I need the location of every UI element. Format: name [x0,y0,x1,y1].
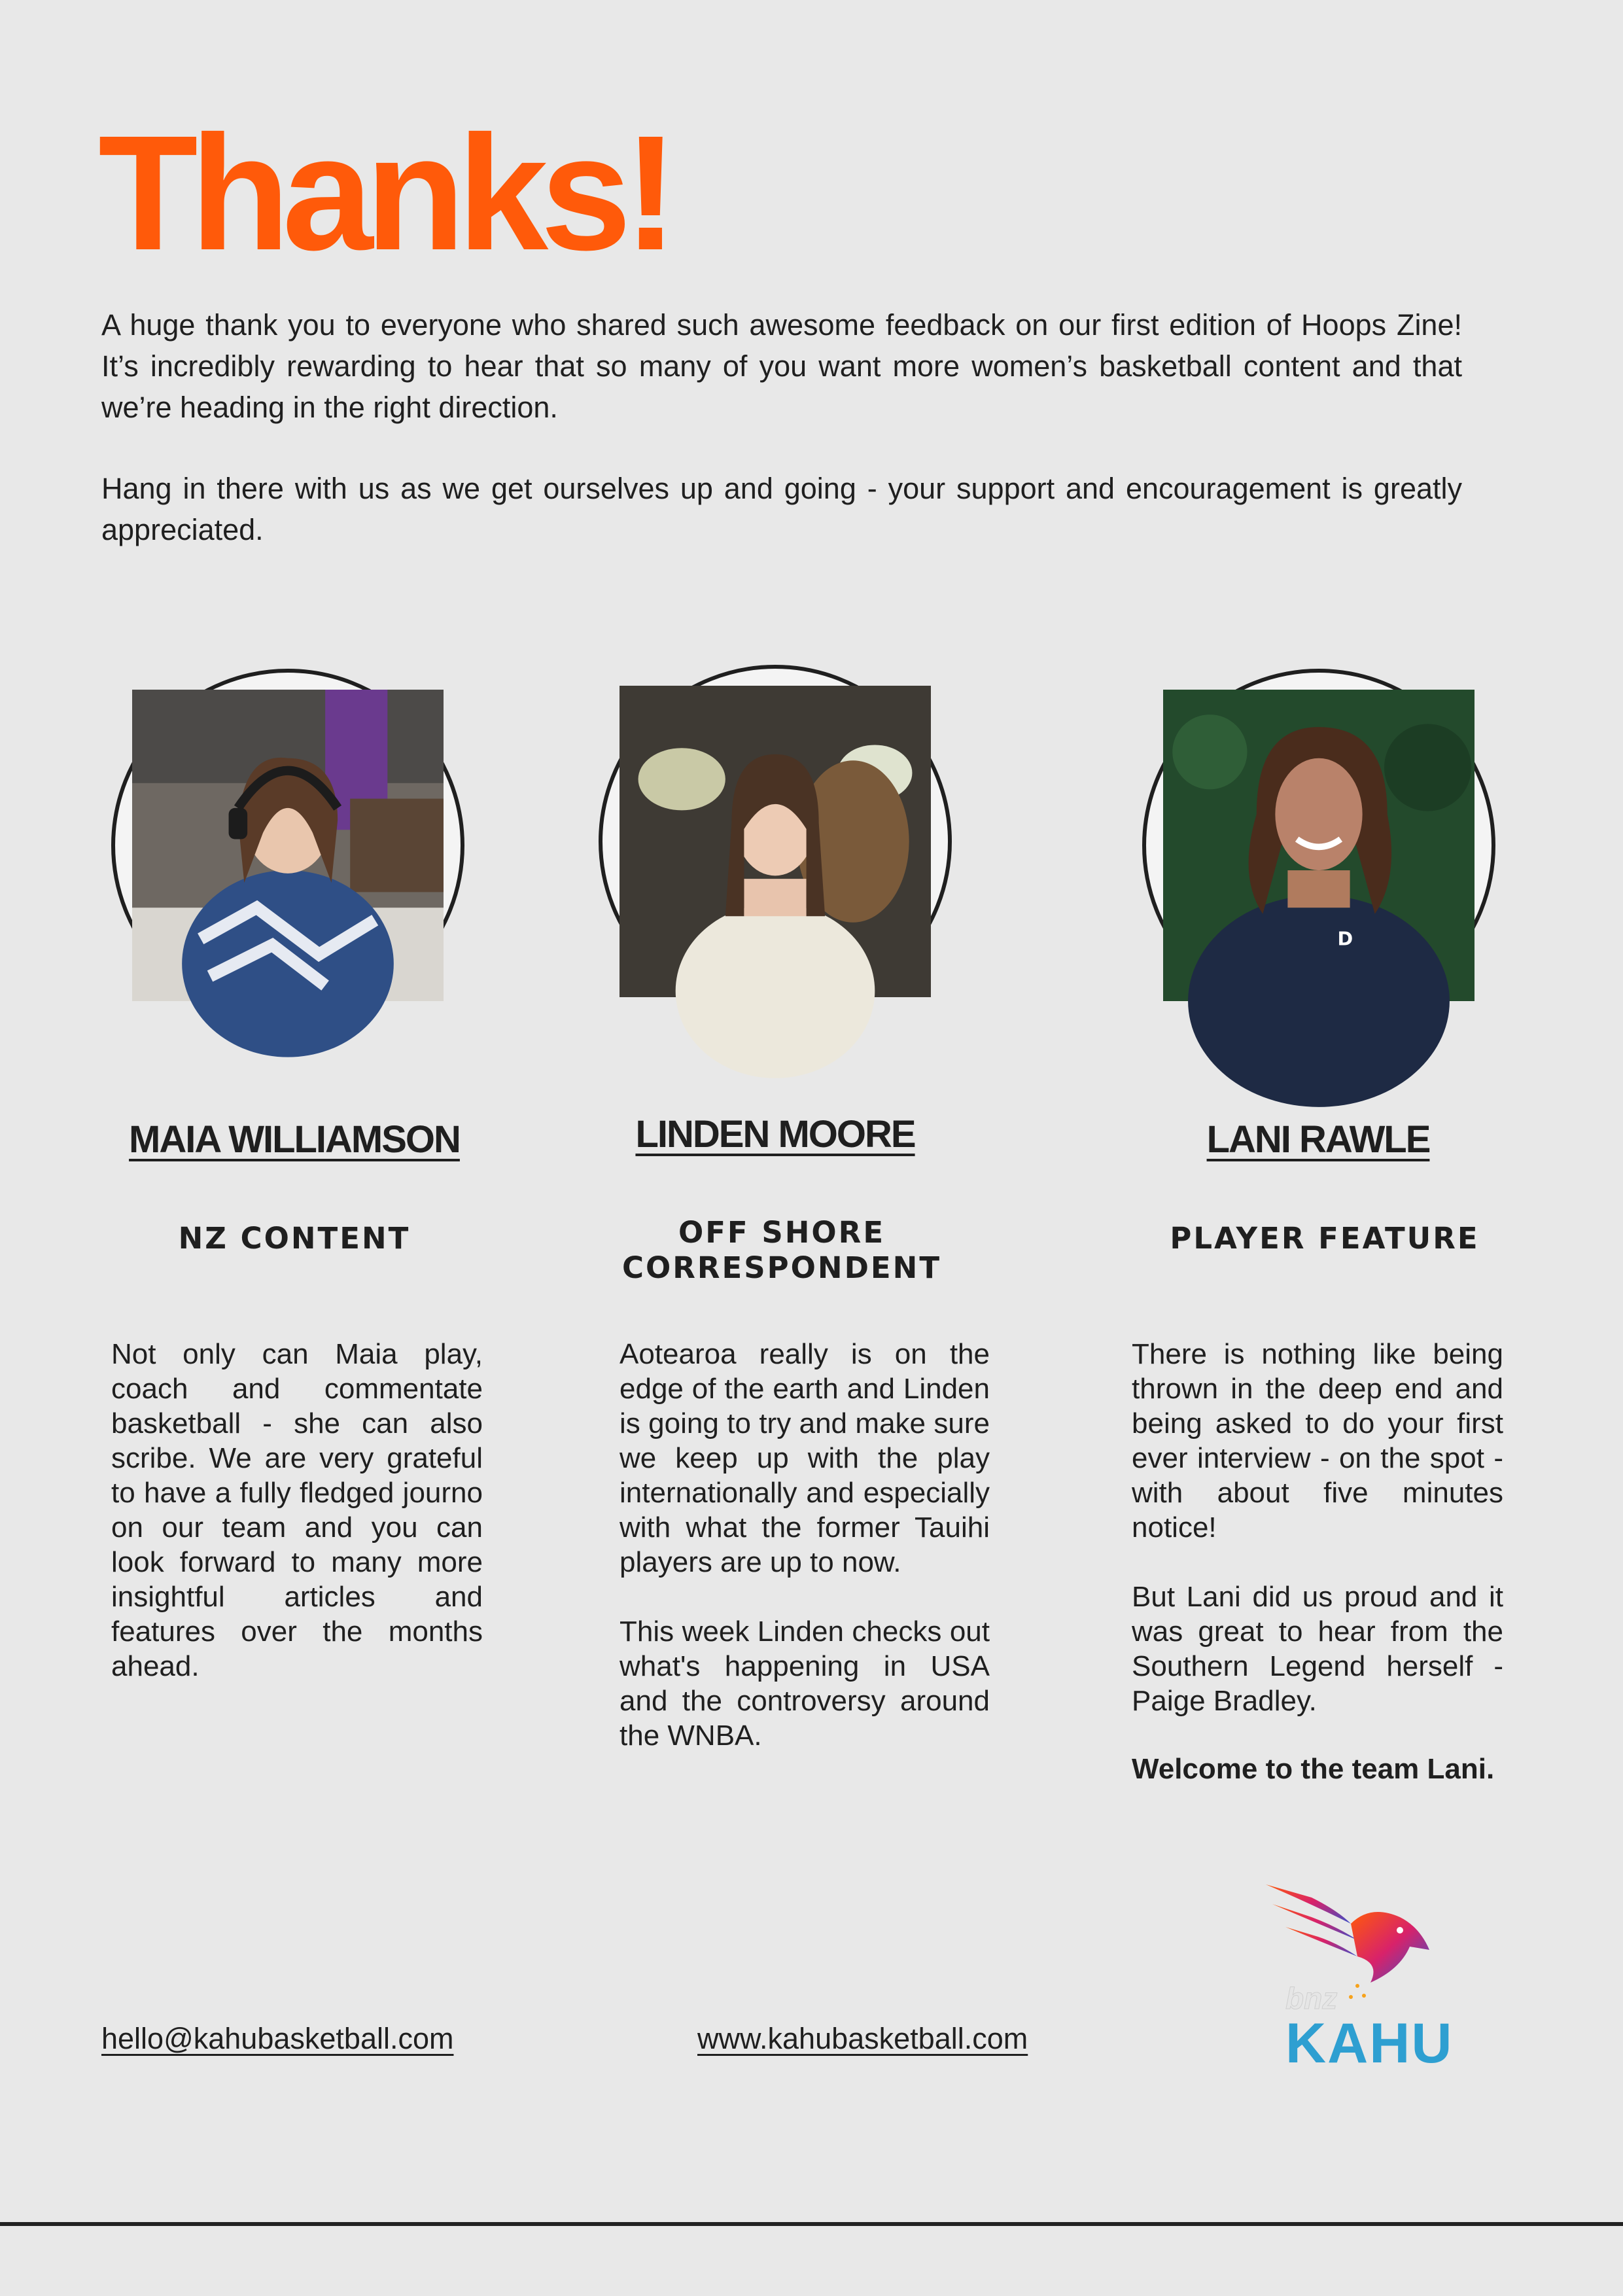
email-link[interactable]: hello@kahubasketball.com [101,2022,454,2055]
profile-photo-maia [111,669,464,1022]
profile-photo-lani [1142,669,1495,1022]
kahu-logo [1259,1878,1454,2075]
profile-bio-lani [1132,1337,1503,1821]
intro-paragraph-2: Hang in there with us as we get ourselves up and going - your support and encouragement is greatly appreciated. [101,472,1462,546]
bio-paragraph: This week Linden checks out what's happening in USA and the controversy around the WNBA. [620,1616,990,1752]
intro-paragraph: A huge thank you to everyone who shared such awesome feedback on our first edition of Hoops Zine! It’s incredibly rewarding to hear that so many of you want more women’s basketball content and that we’re heading in the right direction. [101,308,1462,424]
logo-small-text: bnz [1285,1981,1338,2015]
bio-paragraph: There is nothing like being thrown in the deep end and being asked to do your first ever interview - on the spot - with about five minutes notice! [1132,1338,1503,1544]
profile-name-maia: MAIA WILLIAMSON [129,1118,460,1161]
bio-paragraph: Aotearoa really is on the edge of the earth and Linden is going to try and make sure we keep up with the play internationally and especially with what the former Tauihi players are up to now. [620,1338,990,1578]
profile-bio-linden [620,1337,990,1788]
profile-bio-maia [111,1337,483,1718]
hawk-icon [1259,1878,1454,2075]
svg-text:D: D [1337,927,1353,950]
profile-photo-linden [599,665,952,1018]
profile-role-maia: NZ CONTENT [178,1221,411,1256]
bio-paragraph: But Lani did us proud and it was great to hear from the Southern Legend herself - Paige Bradley. [1132,1581,1503,1717]
bio-paragraph: Not only can Maia play, coach and commentate basketball - she can also scribe. We are very grateful to have a fully fledged journo on our team and you can look forward to many more insightful articles and features over the months ahead. [111,1338,483,1682]
bio-closing: Welcome to the team Lani. [1132,1753,1495,1785]
logo-main-text: KAHU [1285,2012,1454,2075]
profile-role-lani: PLAYER FEATURE [1170,1221,1480,1256]
profile-name-lani: LANI RAWLE [1206,1118,1430,1161]
page-title: Thanks! [98,101,671,284]
profile-name-linden: LINDEN MOORE [635,1113,915,1156]
bottom-divider [0,2222,1623,2226]
website-link[interactable]: www.kahubasketball.com [697,2022,1028,2055]
profile-role-linden: OFF SHORE CORRESPONDENT [621,1215,942,1285]
